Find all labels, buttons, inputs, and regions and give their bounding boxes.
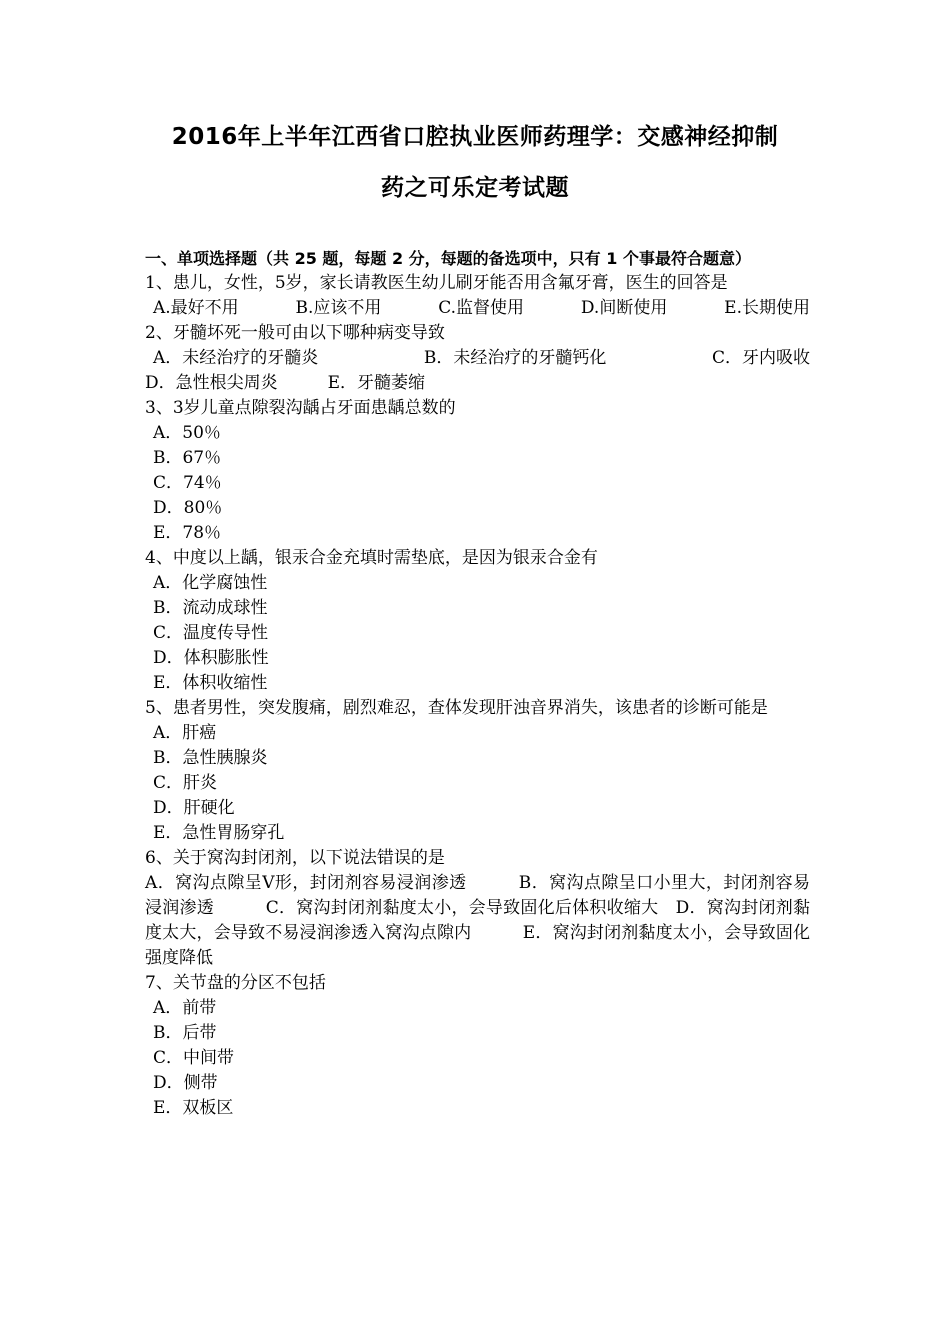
- option-b: B．急性胰腺炎: [153, 748, 268, 768]
- option-a: A.最好不用: [153, 298, 239, 318]
- option-c: C．肝炎: [153, 773, 218, 793]
- option-b: B．后带: [153, 1023, 217, 1043]
- question-options: [145, 296, 810, 321]
- question-stem: 4、中度以上龋，银汞合金充填时需垫底，是因为银汞合金有: [145, 548, 598, 568]
- option-d: D.间断使用: [580, 298, 668, 318]
- question-4: [145, 546, 810, 696]
- question-stem: 2、牙髓坏死一般可由以下哪种病变导致: [145, 323, 445, 343]
- option-e: E．体积收缩性: [153, 673, 268, 693]
- option-c: C．温度传导性: [153, 623, 269, 643]
- question-stem: 7、关节盘的分区不包括: [145, 973, 326, 993]
- option-e: E．牙髓萎缩: [327, 373, 426, 393]
- option-e: E．急性胃肠穿孔: [153, 823, 285, 843]
- option-c: C．牙内吸收: [711, 348, 810, 368]
- document-title-line-1: 2016年上半年江西省口腔执业医师药理学：交感神经抑制: [171, 124, 779, 150]
- question-stem: 1、患儿，女性，5岁，家长请教医生幼儿刷牙能否用含氟牙膏，医生的回答是: [145, 273, 728, 293]
- question-3: [145, 396, 810, 546]
- question-5: [145, 696, 810, 846]
- option-d: D．体积膨胀性: [153, 648, 269, 668]
- question-stem: 5、患者男性，突发腹痛，剧烈难忍，查体发现肝浊音界消失，该患者的诊断可能是: [145, 698, 768, 718]
- option-a: A．前带: [153, 998, 217, 1018]
- option-d: D．侧带: [153, 1073, 218, 1093]
- option-e: E．78％: [153, 523, 222, 543]
- document-body: [145, 246, 810, 1121]
- question-6: [145, 846, 810, 971]
- question-options: A．窝沟点隙呈V形，封闭剂容易浸润渗透 B．窝沟点隙呈口小里大，封闭剂容易浸润渗透 C．窝沟封闭剂黏度太小，会导致固化后体积收缩大 D．窝沟封闭剂黏度太大，会导致不易浸润渗透入窝沟点隙内 E．窝沟封闭剂黏度太小，会导致固化强度降低: [145, 873, 810, 968]
- option-a: A．肝癌: [153, 723, 217, 743]
- option-a: A．未经治疗的牙髓炎: [153, 348, 319, 368]
- option-a: A．50％: [153, 423, 221, 443]
- option-d: D．急性根尖周炎: [145, 373, 278, 393]
- option-c: C．中间带: [153, 1048, 235, 1068]
- option-d: D．肝硬化: [153, 798, 235, 818]
- question-7: [145, 971, 810, 1121]
- option-d: D．80％: [153, 498, 223, 518]
- question-stem: 6、关于窝沟封闭剂，以下说法错误的是: [145, 848, 445, 868]
- section-heading: 一、单项选择题（共 25 题，每题 2 分，每题的备选项中，只有 1 个事最符合题意）: [145, 249, 751, 268]
- question-1: [145, 271, 810, 321]
- option-b: B．未经治疗的牙髓钙化: [423, 348, 607, 368]
- option-b: B．流动成球性: [153, 598, 268, 618]
- option-e: E.长期使用: [724, 298, 810, 318]
- option-a: A．化学腐蚀性: [153, 573, 268, 593]
- option-b: B．67％: [153, 448, 222, 468]
- document-title-line-2: 药之可乐定考试题: [381, 175, 569, 201]
- option-c: C.监督使用: [438, 298, 525, 318]
- question-options: [145, 371, 810, 396]
- question-stem: 3、3岁儿童点隙裂沟龋占牙面患龋总数的: [145, 398, 456, 418]
- option-b: B.应该不用: [295, 298, 382, 318]
- option-c: C．74％: [153, 473, 222, 493]
- question-options: [145, 346, 810, 371]
- option-e: E．双板区: [153, 1098, 234, 1118]
- question-2: [145, 321, 810, 396]
